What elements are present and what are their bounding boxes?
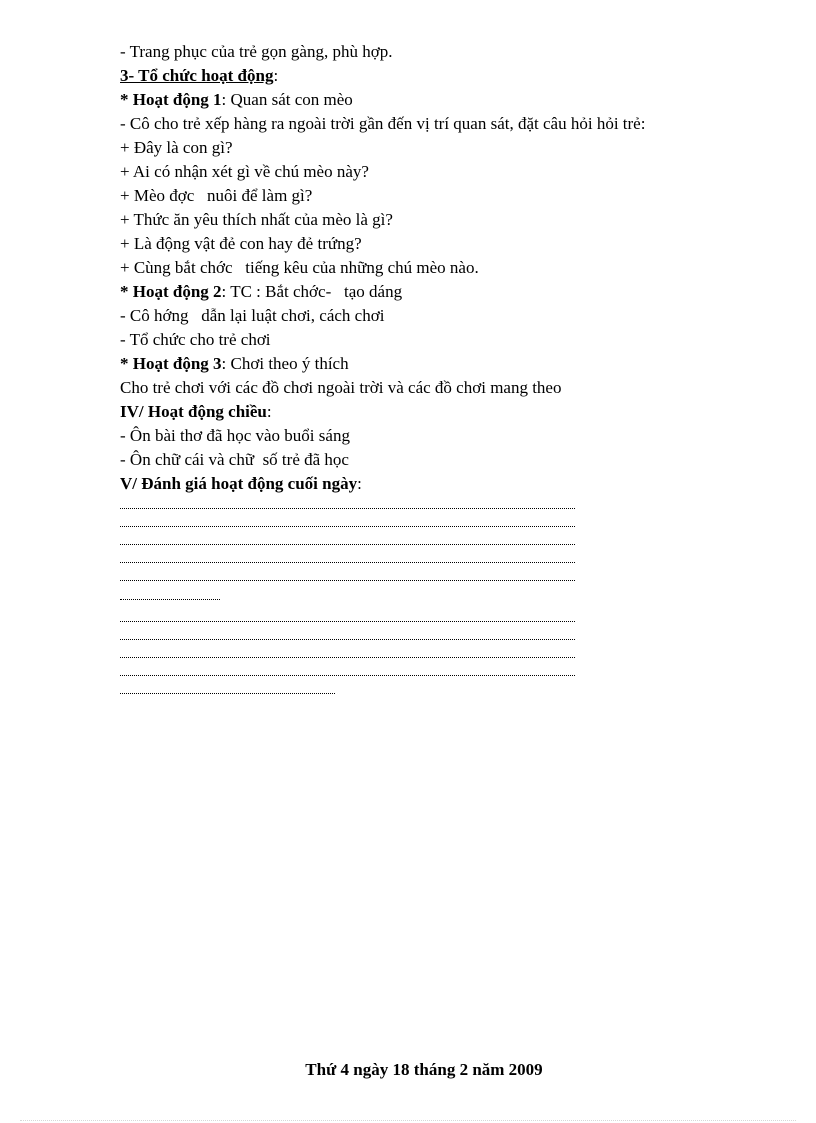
section-iv-colon: : [266,402,272,421]
question-line: + Cùng bắt chớc tiếng kêu của những chú mèo nào. [120,258,479,277]
page-edge-divider [20,1120,796,1121]
section-v-label: V/ Đánh giá hoạt động cuối ngày [120,474,358,493]
section-heading-v [120,472,362,496]
text-line: - Tổ chức cho trẻ chơi [120,330,271,349]
dotted-fill-line [120,524,575,527]
section-heading-3 [120,64,278,88]
dotted-fill-line [120,560,575,563]
section-heading-colon: : [273,66,279,85]
dotted-fill-line [120,655,575,658]
activity-1-title: : Quan sát con mèo [221,90,353,109]
question-line: + Mèo đợc nuôi để làm gì? [120,186,313,205]
section-heading-iv [120,400,272,424]
dotted-fill-line [120,578,575,581]
activity-2-title: : TC : Bắt chớc- tạo dáng [221,282,403,301]
activity-1-label: * Hoạt động 1 [120,90,222,109]
activity-1-heading [120,88,353,112]
activity-3-title: : Chơi theo ý thích [221,354,349,373]
section-v-colon: : [357,474,362,493]
text-line-instruction: - Cô cho trẻ xếp hàng ra ngoài trời gần đến vị trí quan sát, đặt câu hỏi hỏi trẻ: [120,114,646,133]
activity-3-label: * Hoạt động 3 [120,354,222,373]
question-line: + Là động vật đẻ con hay đẻ trứng? [120,234,362,253]
activity-3-heading [120,352,349,376]
activity-2-heading [120,280,402,304]
text-line: - Cô hớng dẫn lại luật chơi, cách chơi [120,306,385,325]
next-day-date-heading: Thứ 4 ngày 18 tháng 2 năm 2009 [305,1060,543,1079]
section-iv-label: IV/ Hoạt động chiều [120,402,267,421]
activity-2-label: * Hoạt động 2 [120,282,222,301]
dotted-fill-line [120,506,575,509]
dotted-fill-line [120,597,220,600]
question-line: + Ai có nhận xét gì về chú mèo này? [120,162,369,181]
text-line: Cho trẻ chơi với các đồ chơi ngoài trời và các đồ chơi mang theo [120,378,562,397]
dotted-fill-line [120,637,575,640]
text-line-attire: - Trang phục của trẻ gọn gàng, phù hợp. [120,42,393,61]
text-line: - Ôn bài thơ đã học vào buổi sáng [120,426,350,445]
question-line: + Thức ăn yêu thích nhất của mèo là gì? [120,210,393,229]
dotted-fill-line [120,691,335,694]
dotted-fill-line [120,673,575,676]
question-line: + Đây là con gì? [120,138,233,157]
dotted-fill-line [120,542,575,545]
text-line: - Ôn chữ cái và chữ số trẻ đã học [120,450,349,469]
section-heading-label: 3- Tổ chức hoạt động [120,66,274,85]
dotted-fill-line [120,619,575,622]
